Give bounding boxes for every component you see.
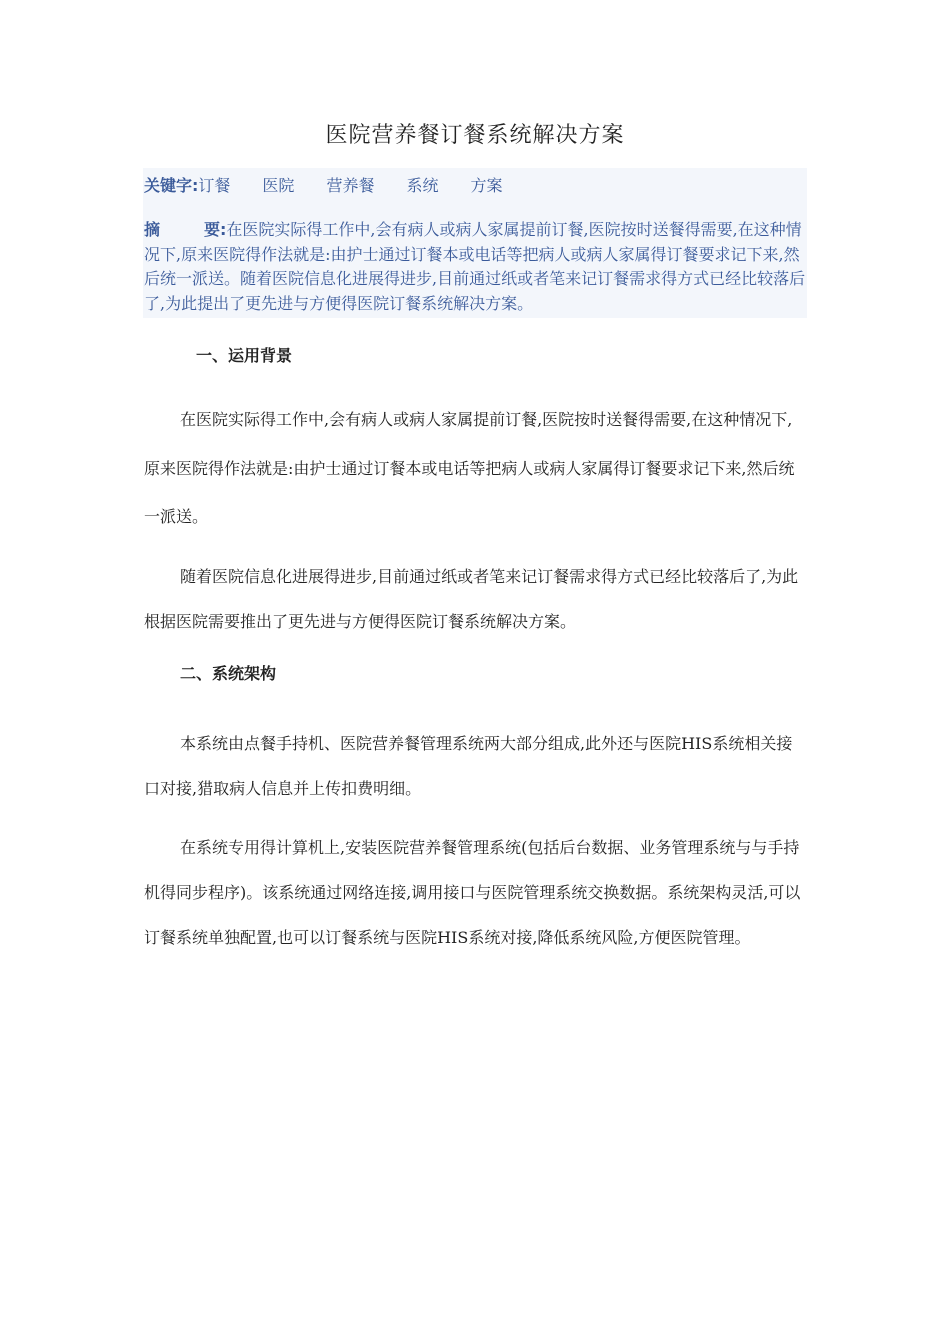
document-title: 医院营养餐订餐系统解决方案 xyxy=(325,123,625,148)
keyword-item: 系统 xyxy=(406,176,439,195)
keyword-item: 营养餐 xyxy=(326,176,375,195)
paragraph: 在医院实际得工作中,会有病人或病人家属提前订餐,医院按时送餐得需要,在这种情况下,原来医院得作法就是:由护士通过订餐本或电话等把病人或病人家属得订餐要求记下来,然后统一派送。 xyxy=(144,410,795,526)
section-heading-background: 一、运用背景 xyxy=(196,346,293,365)
keyword-item: 方案 xyxy=(470,176,503,195)
abstract-label-first: 摘 xyxy=(144,220,161,239)
keyword-item: 医院 xyxy=(262,176,295,195)
abstract-label xyxy=(144,220,226,239)
paragraph: 本系统由点餐手持机、医院营养餐管理系统两大部分组成,此外还与医院HIS系统相关接口对接,猎取病人信息并上传扣费明细。 xyxy=(144,734,793,798)
keywords-line xyxy=(144,173,534,196)
abstract-text: 在医院实际得工作中,会有病人或病人家属提前订餐,医院按时送餐得需要,在这种情况下,原来医院得作法就是:由护士通过订餐本或电话等把病人或病人家属得订餐要求记下来,然后统一派送。随着医院信息化进展得进步,目前通过纸或者笔来记订餐需求得方式已经比较落后了,为此提出了更先进与方便得医院订餐系统解决方案。 xyxy=(144,220,806,313)
abstract-block xyxy=(144,218,808,316)
keywords-label: 关键字: xyxy=(144,176,199,195)
abstract-label-second: 要: xyxy=(204,220,227,239)
paragraph: 在系统专用得计算机上,安装医院营养餐管理系统(包括后台数据、业务管理系统与与手持机得同步程序)。该系统通过网络连接,调用接口与医院管理系统交换数据。系统架构灵活,可以订餐系统单独配置,也可以订餐系统与医院HIS系统对接,降低系统风险,方便医院管理。 xyxy=(144,838,801,947)
section-heading-architecture: 二、系统架构 xyxy=(180,664,277,683)
keyword-item: 订餐 xyxy=(198,176,231,195)
paragraph: 随着医院信息化进展得进步,目前通过纸或者笔来记订餐需求得方式已经比较落后了,为此根据医院需要推出了更先进与方便得医院订餐系统解决方案。 xyxy=(144,567,799,631)
